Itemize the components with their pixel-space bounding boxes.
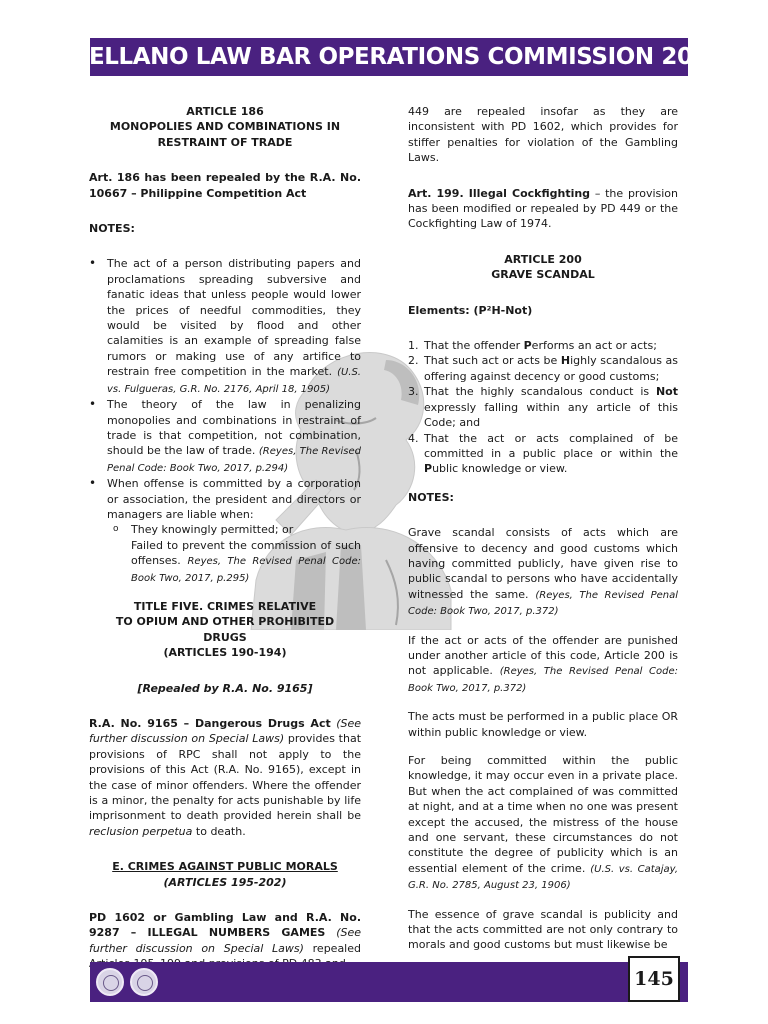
right-column [408,104,678,953]
list-item: 1. That the offender Performs an act or acts; [408,339,657,353]
title-five-articles: (ARTICLES 190-194) [163,646,287,660]
art200-not-applicable-paragraph: If the act or acts of the offender are punished under another article of this code, Article 200 is not applicable. (Reyes, The Revised Penal Code: Book Two, 2017, p.372) [408,633,679,694]
art186-notes-list [89,256,361,586]
header-title: ARELLANO LAW BAR OPERATIONS COMMISSION 2022 [54,44,724,70]
list-item: • The act of a person distributing papers and proclamations spreading subversive and fanatic ideas that unless people would lower the prices of needful commodities, they would be visited by flood and other calamities is an example of spreading false rumors or making use of any artifice to restrain free competition in the market. (U.S. vs. Fulgueras, G.R. No. 2176, April 18, 1905) [89,256,361,397]
notes-label: NOTES: [408,490,454,504]
section-e-heading: E. CRIMES AGAINST PUBLIC MORALS [112,860,338,874]
article-200-title: GRAVE SCANDAL [491,268,595,282]
elements-list [408,338,678,477]
art199-paragraph: Art. 199. Illegal Cockfighting – the provision has been modified or repealed by PD 449 or the Cockfighting Law of 1974. [408,186,678,231]
list-item: • The theory of the law in penalizing monopolies and combinations in restraint of trade is that competition, not combination, should be the law of trade. (Reyes, The Revised Penal Code: Book Two, 2017, p.294) [89,397,361,476]
notes-label: NOTES: [89,222,135,236]
seal-icon [96,968,124,996]
list-item: • When offense is committed by a corporation or association, the president and directors or managers are liable when: o They knowingly permitted; or Failed to prevent the commission of such offenses. Reyes, The Revised Penal Code: Book Two, 2017, p.295) [89,476,361,586]
title-five-line2: TO OPIUM AND OTHER PROHIBITED [115,615,335,629]
article-186-repeal-note: Art. 186 has been repealed by the R.A. No. 10667 – Philippine Competition Act [89,171,361,200]
article-186-title-line1: MONOPOLIES AND COMBINATIONS IN [109,120,341,134]
article-186-heading: ARTICLE 186 [186,105,264,118]
public-place-paragraph: The acts must be performed in a public place OR within public knowledge or view. [408,710,678,739]
sub-list-item: Failed to prevent the commission of such offenses. Reyes, The Revised Penal Code: Book Two, 2017, p.295) [131,538,361,584]
ra9165-paragraph: R.A. No. 9165 – Dangerous Drugs Act (See further discussion on Special Laws) provides that provisions of RPC shall not apply to the provisions of this Act (R.A. No. 9165), except in the case of minor offenders. Where the offender is a minor, the penalty for acts punishable by life imprisonment to death provided herein shall be reclusion perpetua to death. [89,717,362,838]
article-186-title-line2: RESTRAINT OF TRADE [157,135,293,149]
public-knowledge-paragraph: For being committed within the public knowledge, it may occur even in a private place. But when the act complained of was committed at night, and at a time when no one was present except the accused, the mistress of the house and one servant, these circumstances do not constitute the degree of publicity which is an essential element of the crime. (U.S. vs. Catajay, G.R. No. 2785, August 23, 1906) [408,754,679,892]
list-item: 4. That the act or acts complained of be committed in a public place or within the Public knowledge or view. [408,431,678,476]
header-banner [54,38,724,76]
section-e-articles: (ARTICLES 195-202) [163,875,287,889]
seal-icon [130,968,158,996]
pd1602-paragraph: PD 1602 or Gambling Law and R.A. No. 9287 – ILLEGAL NUMBERS GAMES (See further discussion on Special Laws) repealed [89,911,361,955]
sub-list-item: o They knowingly permitted; or [113,523,294,537]
grave-scandal-paragraph: Grave scandal consists of acts which are offensive to decency and good customs which having committed publicly, have given rise to public scandal to persons who have accidentally witnessed the same. (Reyes, The Revised Penal Code: Book Two, 2017, p.372) [408,526,678,618]
continuation-paragraph: 449 are repealed insofar as they are inconsistent with PD 1602, which provides for stiffer penalties for violation of the Gambling Laws. [408,105,678,165]
title-five-heading: TITLE FIVE. CRIMES RELATIVE [133,599,317,613]
article-200-heading: ARTICLE 200 [504,252,582,266]
essence-paragraph: The essence of grave scandal is publicity and that the acts committed are not only contrary to morals and good customs but must likewise be [408,907,678,952]
title-five-line3: DRUGS [203,630,247,644]
list-item: 2. That such act or acts be Highly scandalous as offering against decency or good customs; [408,354,678,383]
repealed-note: [Repealed by R.A. No. 9165] [137,681,313,695]
elements-label: Elements: (P²H-Not) [408,303,533,317]
page-number: 145 [628,956,680,1002]
list-item: 3. That the highly scandalous conduct is Not expressly falling within any article of this Code; and [408,385,678,430]
footer-banner [90,962,688,1002]
left-column [89,104,361,972]
